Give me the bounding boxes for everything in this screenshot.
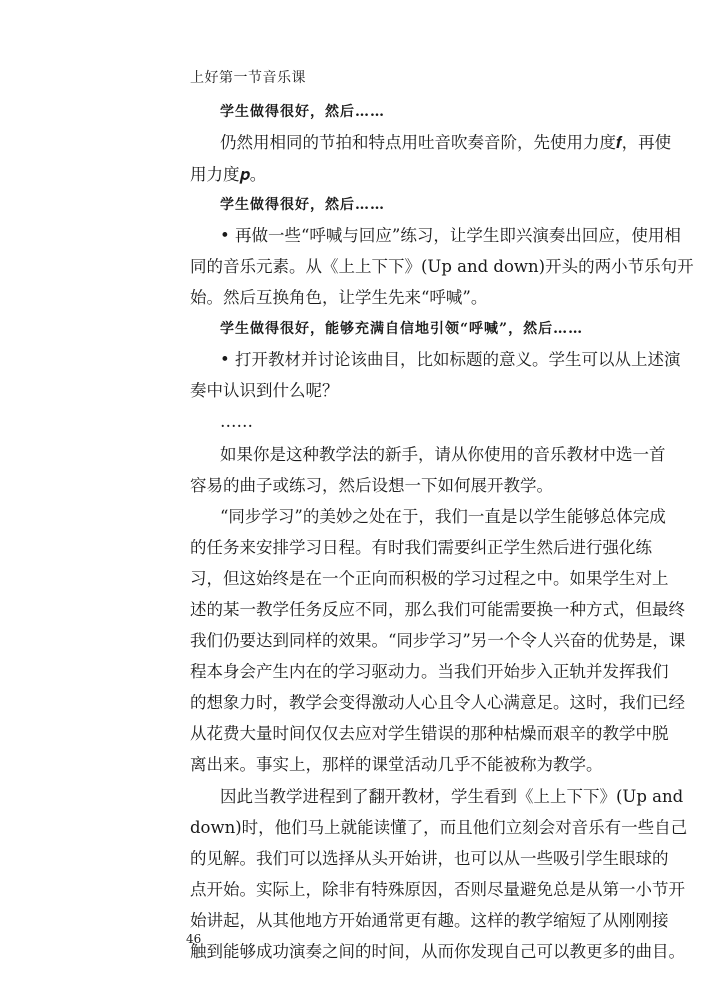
text-line: 奏中认识到什么呢？ <box>190 381 339 400</box>
text-line: 因此当教学进程到了翻开教材，学生看到《上上下下》(Up and <box>220 787 684 806</box>
text-line: 我们仍要达到同样的效果。“同步学习”另一个令人兴奋的优势是，课 <box>190 631 686 650</box>
text-line: 学生做得很好，能够充满自信地引领“呼喊”，然后…… <box>220 321 584 337</box>
text-line: 的想象力时，教学会变得激动人心且令人心满意足。这时，我们已经 <box>190 693 685 712</box>
text-line: 触到能够成功演奏之间的时间，从而你发现自己可以教更多的曲目。 <box>190 942 685 961</box>
text-line: 离出来。事实上，那样的课堂活动几乎不能被称为教学。 <box>190 755 603 774</box>
text-line: 容易的曲子或练习，然后设想一下如何展开教学。 <box>190 476 553 495</box>
text-line: 用力度𝒑。 <box>190 165 267 184</box>
page-number: 46 <box>186 932 202 946</box>
text-line: down)时，他们马上就能读懂了，而且他们立刻会对音乐有一些自己 <box>190 818 688 837</box>
text-line: • 打开教材并讨论该曲目，比如标题的意义。学生可以从上述演 <box>220 350 681 369</box>
text-line: 仍然用相同的节拍和特点用吐音吹奏音阶，先使用力度𝒇，再使 <box>220 133 672 152</box>
text-line: 的见解。我们可以选择从头开始讲，也可以从一些吸引学生眼球的 <box>190 849 669 868</box>
text-line: 从花费大量时间仅仅去应对学生错误的那种枯燥而艰辛的教学中脱 <box>190 724 669 743</box>
text-line: 点开始。实际上，除非有特殊原因，否则尽量避免总是从第一小节开 <box>190 880 685 899</box>
text-line: 同的音乐元素。从《上上下下》(Up and down)开头的两小节乐句开 <box>190 257 694 276</box>
running-head: 上好第一节音乐课 <box>190 70 306 86</box>
text-line: 始讲起，从其他地方开始通常更有趣。这样的教学缩短了从刚刚接 <box>190 911 669 930</box>
text-line: 学生做得很好，然后…… <box>220 104 385 120</box>
text-line: 述的某一教学任务反应不同，那么我们可能需要换一种方式，但最终 <box>190 600 685 619</box>
text-line: • 再做一些“呼喊与回应”练习，让学生即兴演奏出回应，使用相 <box>220 226 681 245</box>
text-line: 始。然后互换角色，让学生先来“呼喊”。 <box>190 288 488 307</box>
text-line: 程本身会产生内在的学习驱动力。当我们开始步入正轨并发挥我们 <box>190 662 669 681</box>
text-line: 的任务来安排学习日程。有时我们需要纠正学生然后进行强化练 <box>190 538 652 557</box>
text-line: 习，但这始终是在一个正向而积极的学习过程之中。如果学生对上 <box>190 569 669 588</box>
text-line: 学生做得很好，然后…… <box>220 197 385 213</box>
text-line: “同步学习”的美妙之处在于，我们一直是以学生能够总体完成 <box>220 507 666 526</box>
text-line: 如果你是这种教学法的新手，请从你使用的音乐教材中选一首 <box>220 445 666 464</box>
text-line: …… <box>220 412 253 431</box>
